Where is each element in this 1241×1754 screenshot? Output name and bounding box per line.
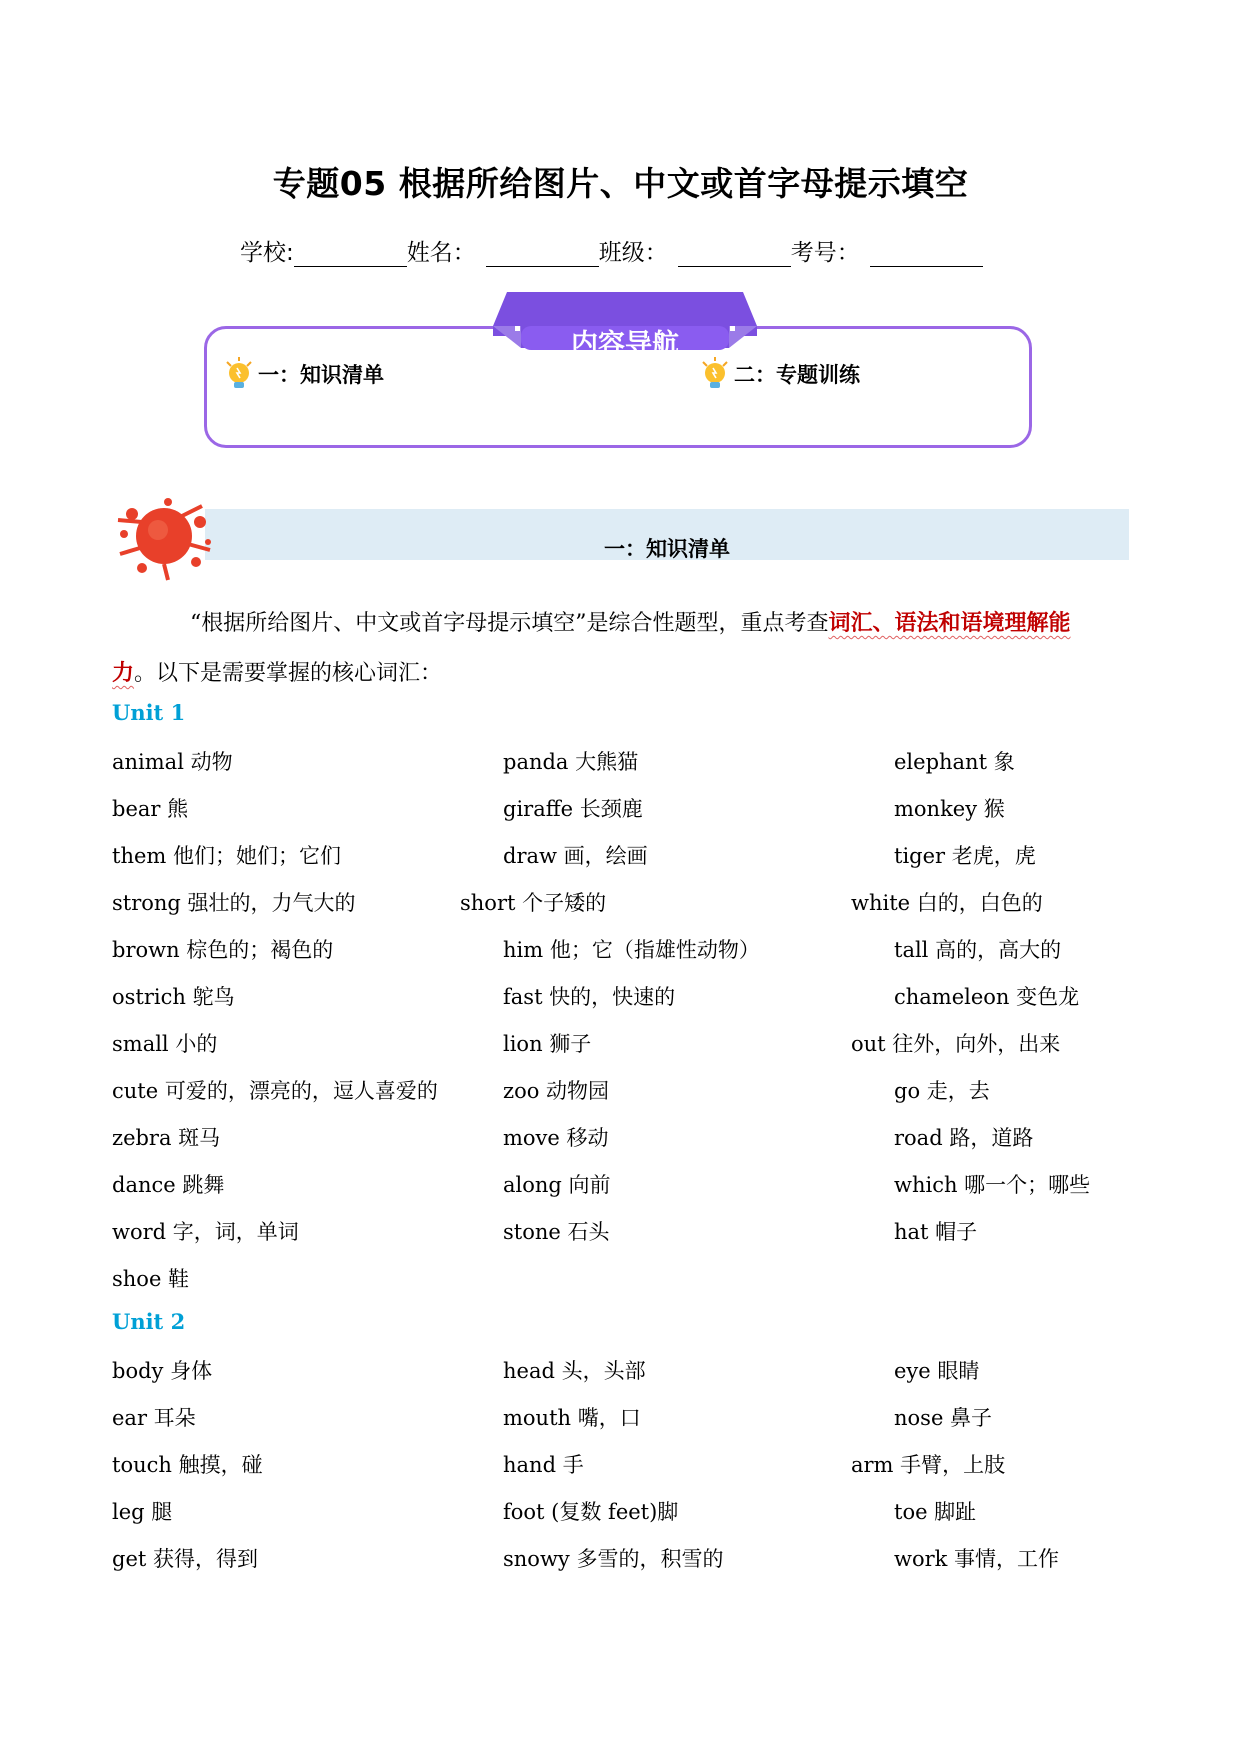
vocab-item: elephant 象 — [894, 750, 1015, 774]
intro-text: “根据所给图片、中文或首字母提示填空”是综合性题型，重点考查 — [190, 611, 829, 636]
vocab-item: get 获得，得到 — [112, 1547, 258, 1571]
vocab-item: work 事情，工作 — [894, 1547, 1060, 1571]
unit-heading: Unit 1 — [112, 700, 186, 725]
vocab-item: word 字，词，单词 — [112, 1220, 299, 1244]
vocab-item: shoe 鞋 — [112, 1267, 190, 1291]
name-blank — [486, 240, 599, 267]
intro-highlight: 词汇、语法和语境理解能 — [828, 611, 1071, 636]
vocab-item: animal 动物 — [112, 750, 233, 774]
page-title: 专题05 根据所给图片、中文或首字母提示填空 — [272, 164, 969, 203]
vocab-item: tiger 老虎，虎 — [894, 844, 1036, 868]
vocab-item: move 移动 — [503, 1126, 609, 1150]
vocab-item: arm 手臂，上肢 — [851, 1453, 1006, 1477]
id-blank — [870, 240, 983, 267]
vocab-item: hat 帽子 — [894, 1220, 978, 1244]
lightbulb-icon — [700, 356, 730, 392]
nav-item-label: 一：知识清单 — [258, 363, 384, 387]
class-blank — [678, 240, 791, 267]
vocab-item: out 往外，向外，出来 — [851, 1032, 1061, 1056]
class-label: 班级： — [598, 240, 668, 266]
vocab-item: which 哪一个；哪些 — [894, 1173, 1091, 1197]
vocab-item: touch 触摸，碰 — [112, 1453, 263, 1477]
intro-paragraph-line1 — [190, 606, 1071, 637]
vocab-item: giraffe 长颈鹿 — [503, 797, 643, 821]
id-label: 考号： — [790, 240, 860, 266]
vocab-item: head 头，头部 — [503, 1359, 646, 1383]
vocab-item: toe 脚趾 — [894, 1500, 977, 1524]
vocab-item: white 白的，白色的 — [851, 891, 1043, 915]
nav-item-label: 二：专题训练 — [734, 363, 860, 387]
vocab-item: zoo 动物园 — [503, 1079, 610, 1103]
vocab-item: him 他；它（指雄性动物） — [503, 938, 760, 962]
vocab-item: eye 眼睛 — [894, 1359, 980, 1383]
vocab-item: brown 棕色的；褐色的 — [112, 938, 334, 962]
vocab-item: short 个子矮的 — [460, 891, 607, 915]
vocab-item: hand 手 — [503, 1453, 584, 1477]
vocab-item: ear 耳朵 — [112, 1406, 196, 1430]
nav-item-knowledge-list[interactable] — [224, 356, 384, 392]
vocab-item: zebra 斑马 — [112, 1126, 221, 1150]
vocab-item: stone 石头 — [503, 1220, 610, 1244]
name-label: 姓名： — [406, 240, 476, 266]
vocab-item: bear 熊 — [112, 797, 189, 821]
vocab-item: panda 大熊猫 — [503, 750, 639, 774]
intro-highlight: 力 — [112, 661, 135, 686]
vocab-item: foot (复数 feet)脚 — [503, 1500, 679, 1524]
vocab-item: chameleon 变色龙 — [894, 985, 1080, 1009]
vocab-item: along 向前 — [503, 1173, 611, 1197]
intro-text: 。以下是需要掌握的核心词汇： — [134, 661, 443, 686]
lightbulb-icon — [224, 356, 254, 392]
student-info-line — [240, 234, 983, 267]
vocab-item: snowy 多雪的，积雪的 — [503, 1547, 724, 1571]
vocab-item: body 身体 — [112, 1359, 213, 1383]
vocab-item: leg 腿 — [112, 1500, 173, 1524]
section-title: 一：知识清单 — [604, 537, 730, 561]
intro-paragraph-line2 — [112, 656, 442, 687]
vocab-item: go 走，去 — [894, 1079, 990, 1103]
vocab-item: mouth 嘴，口 — [503, 1406, 641, 1430]
school-label: 学校: — [240, 240, 294, 266]
vocab-item: draw 画，绘画 — [503, 844, 648, 868]
nav-title: 内容导航 — [571, 329, 679, 360]
vocab-item: fast 快的，快速的 — [503, 985, 676, 1009]
vocab-item: them 他们；她们；它们 — [112, 844, 341, 868]
vocab-item: lion 狮子 — [503, 1032, 592, 1056]
vocab-item: nose 鼻子 — [894, 1406, 993, 1430]
vocab-item: strong 强壮的，力气大的 — [112, 891, 356, 915]
school-blank — [294, 240, 407, 267]
nav-item-special-training[interactable] — [700, 356, 860, 392]
vocab-item: road 路，道路 — [894, 1126, 1034, 1150]
vocab-item: small 小的 — [112, 1032, 218, 1056]
vocab-item: tall 高的，高大的 — [894, 938, 1062, 962]
unit-heading: Unit 2 — [112, 1309, 186, 1334]
vocab-item: cute 可爱的，漂亮的，逗人喜爱的 — [112, 1079, 438, 1103]
vocab-item: ostrich 鸵鸟 — [112, 985, 235, 1009]
vocab-item: dance 跳舞 — [112, 1173, 225, 1197]
vocab-item: monkey 猴 — [894, 797, 1005, 821]
